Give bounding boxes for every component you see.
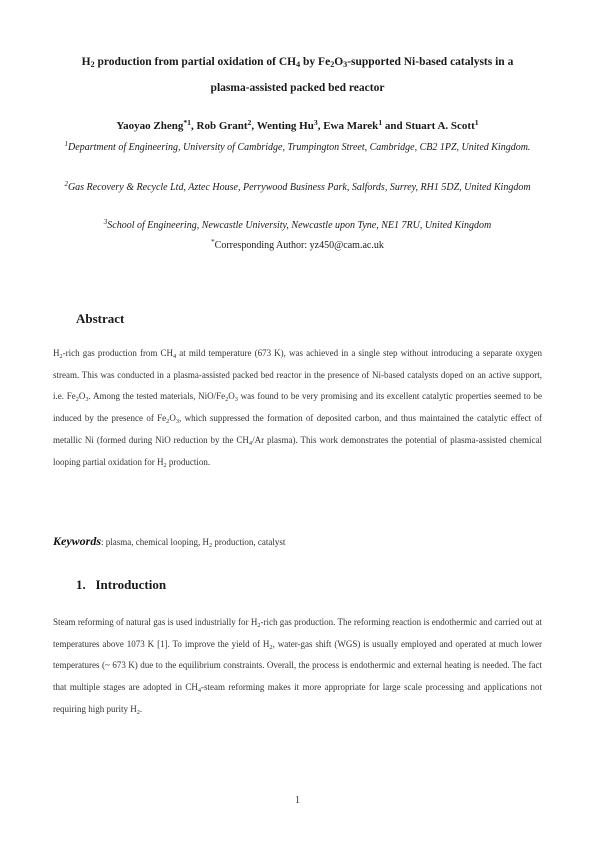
subscript: 4 — [296, 60, 301, 69]
affiliation-2: $^2$Gas Recovery & Recycle Ltd, Aztec House, Perrywood Business Park, Salfords, Surrey, RH1 5DZ, United Kingdom — [64, 180, 531, 193]
affiliation-3: $^3$School of Engineering, Newcastle University, Newcastle upon Tyne, NE1 7RU, United Kingdom — [103, 218, 492, 231]
abstract-heading: Abstract — [76, 311, 125, 326]
author: Rob Grant$^2$, — [196, 118, 257, 132]
author: Ewa Marek$^1$ and — [323, 118, 406, 132]
keywords-line: Keywords: plasma, chemical looping, $H_2$ production, catalyst — [53, 534, 286, 549]
title-text: production from partial oxidation of CH — [94, 56, 297, 68]
keywords-label: Keywords — [53, 534, 101, 548]
subscript: 3 — [343, 60, 348, 69]
author: Wenting Hu$^3$, — [256, 118, 324, 132]
subscript: 2 — [90, 60, 95, 69]
page-number: 1 — [295, 795, 300, 806]
affiliation-1: $^1$Department of Engineering, University of Cambridge, Trumpington Street, Cambridge, CB2 1PZ, United Kingdom. — [64, 140, 531, 153]
author: Stuart A. Scott$^1$ — [405, 118, 479, 132]
corresponding-author: *Corresponding Author: yz450@cam.ac.uk — [211, 238, 384, 251]
abstract-body: $H_2$-rich gas production from $CH_4$ at mild temperature (673 K), was achieved in a single step without introducing a separate oxygen stream. This was conducted in a plasma-assisted packed bed reactor in the presence of Ni-based catalysts doped on an active support, i.e. $Fe_2O_3$. Among the tested materials, NiO/$Fe_2O_3$ was found to be very promising and its excellent catalytic properties seemed to be induced by the presence of $Fe_2O_3$, which suppressed the formation of deposited carbon, and thus maintained the catalytic effect of metallic Ni (formed during NiO reduction by the $CH_4/Ar$ plasma). This work demonstrates the potential of plasma-assisted chemical looping partial oxidation for $H_2$ production. — [53, 348, 542, 469]
introduction-heading: 1. Introduction — [76, 577, 167, 592]
paper-title-line-1 — [40, 55, 555, 69]
author-list — [40, 119, 555, 133]
author: Yaoyao Zheng$^{*1}$, — [116, 118, 197, 132]
introduction-body: Steam reforming of natural gas is used industrially for $H_2$-rich gas production. The reforming reaction is endothermic and carried out at temperatures above 1073 K [1]. To improve the yield of $H_2$, water-gas shift (WGS) is usually employed and operated at much lower temperatures (~ 673 K) due to the equilibrium constraints. Overall, the process is endothermic and external heating is needed. The fact that multiple stages are adopted in $CH_4$-steam reforming makes it more appropriate for large scale processing and applications not requiring high purity $H_2$. — [53, 617, 542, 716]
title-text: H — [81, 56, 91, 68]
title-text: -supported Ni-based catalysts in a — [347, 56, 514, 68]
paper-title-line-2: plasma-assisted packed bed reactor — [210, 82, 385, 94]
title-text: O — [334, 56, 344, 68]
subscript: 2 — [330, 60, 335, 69]
title-text: by Fe — [300, 56, 331, 68]
